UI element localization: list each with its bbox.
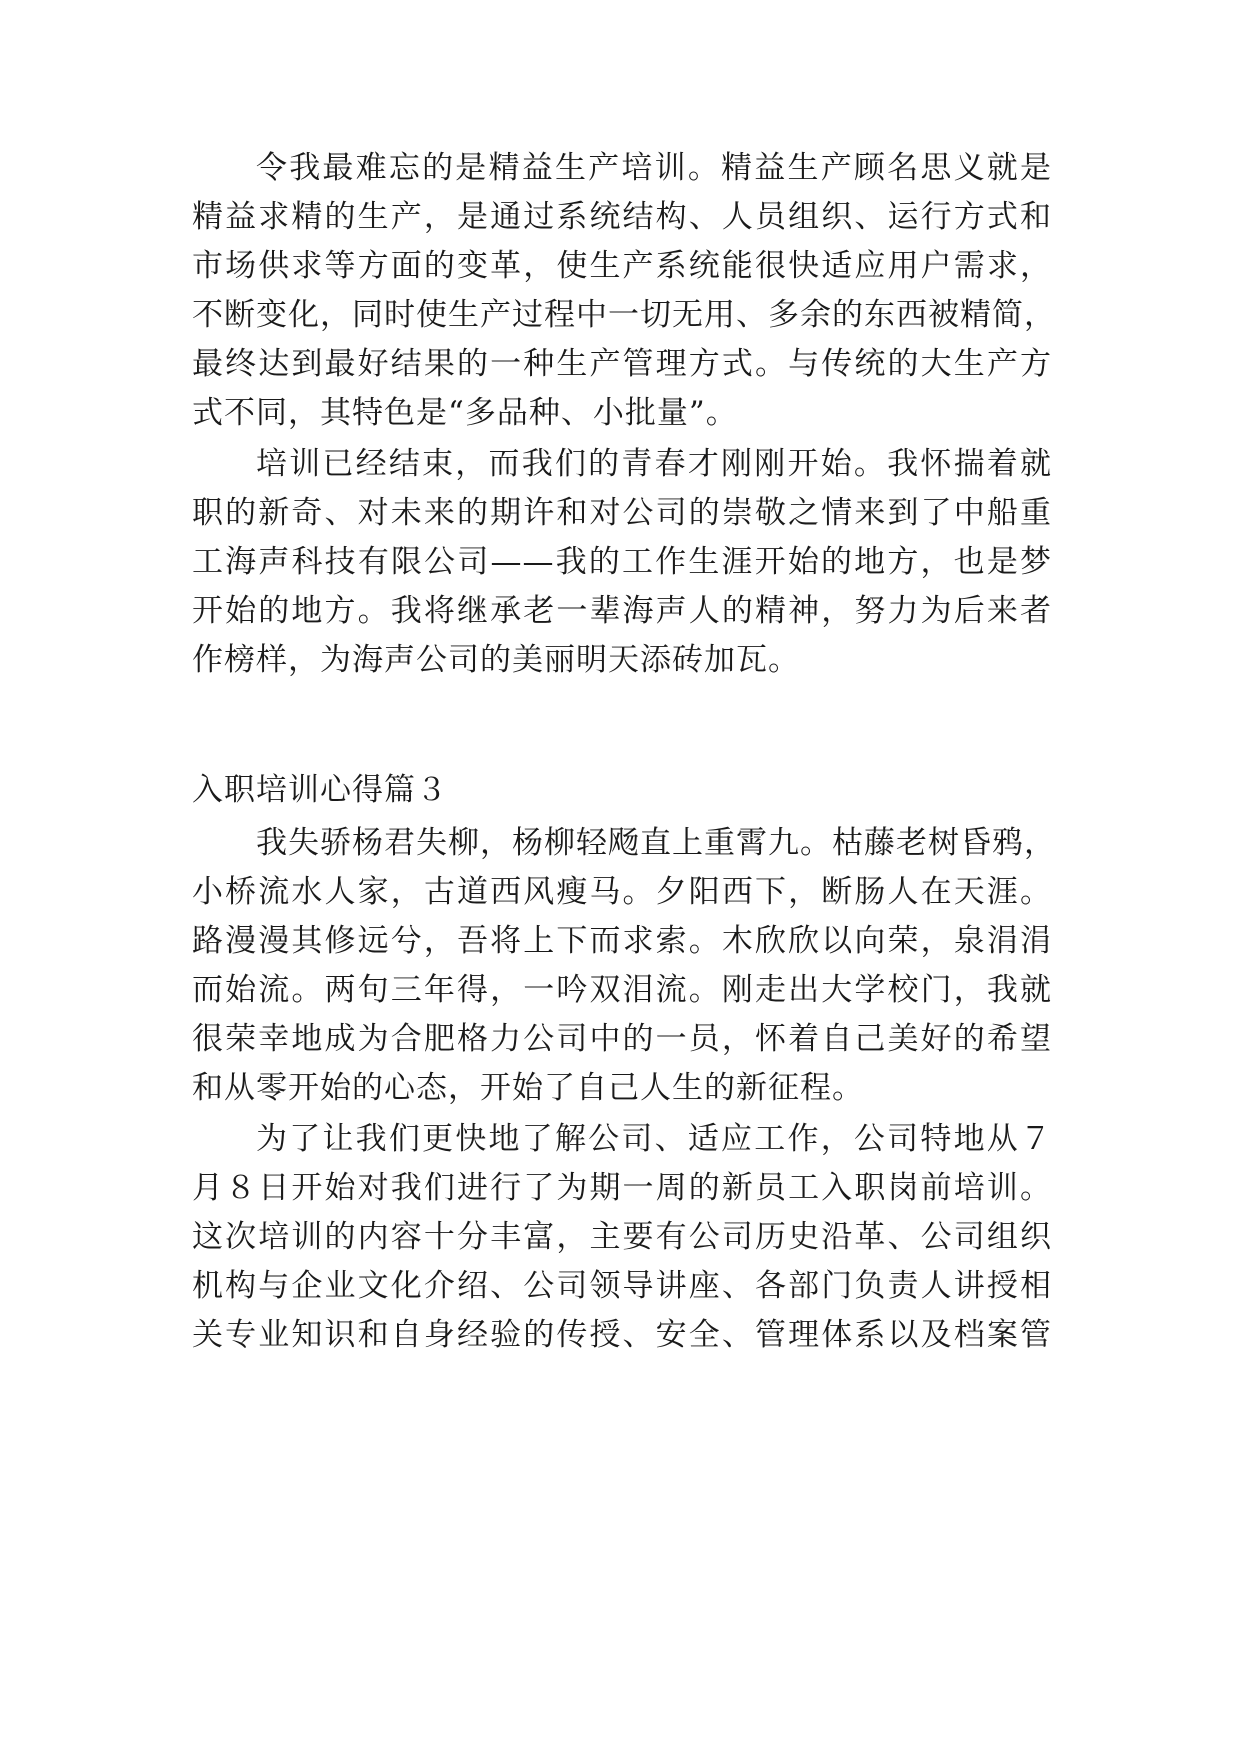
paragraph-1-line-3: 市场供求等方面的变革，使生产系统能很快适应用户需求， [192,248,1052,284]
paragraph-1-line-6: 式不同，其特色是“多品种、小批量”。 [192,395,738,431]
paragraph-4-line-4: 机构与企业文化介绍、公司领导讲座、各部门负责人讲授相 [192,1268,1052,1304]
paragraph-4-line-3: 这次培训的内容十分丰富，主要有公司历史沿革、公司组织 [192,1219,1052,1255]
paragraph-4-line-1: 为了让我们更快地了解公司、适应工作，公司特地从７ [256,1121,1052,1157]
paragraph-1-line-5: 最终达到最好结果的一种生产管理方式。与传统的大生产方 [192,346,1052,382]
paragraph-2-line-5: 作榜样，为海声公司的美丽明天添砖加瓦。 [192,642,800,678]
paragraph-2-line-3: 工海声科技有限公司——我的工作生涯开始的地方，也是梦 [192,544,1052,580]
paragraph-3-line-4: 而始流。两句三年得，一吟双泪流。刚走出大学校门，我就 [192,972,1052,1008]
paragraph-3-line-3: 路漫漫其修远兮，吾将上下而求索。木欣欣以向荣，泉涓涓 [192,923,1052,959]
section-heading: 入职培训心得篇３ [192,772,448,808]
paragraph-4-line-2: 月８日开始对我们进行了为期一周的新员工入职岗前培训。 [192,1170,1052,1206]
paragraph-4-line-5: 关专业知识和自身经验的传授、安全、管理体系以及档案管 [192,1317,1052,1353]
paragraph-3-line-2: 小桥流水人家，古道西风瘦马。夕阳西下，断肠人在天涯。 [192,874,1052,910]
paragraph-3-line-1: 我失骄杨君失柳，杨柳轻飏直上重霄九。枯藤老树昏鸦， [256,825,1056,861]
paragraph-3-line-6: 和从零开始的心态，开始了自己人生的新征程。 [192,1070,864,1106]
paragraph-2-line-1: 培训已经结束，而我们的青春才刚刚开始。我怀揣着就 [256,446,1052,482]
paragraph-1-line-2: 精益求精的生产，是通过系统结构、人员组织、运行方式和 [192,199,1052,235]
paragraph-3-line-5: 很荣幸地成为合肥格力公司中的一员，怀着自己美好的希望 [192,1021,1052,1057]
paragraph-2-line-4: 开始的地方。我将继承老一辈海声人的精神，努力为后来者 [192,593,1052,629]
paragraph-1-line-4: 不断变化，同时使生产过程中一切无用、多余的东西被精简， [192,297,1056,333]
paragraph-1-line-1: 令我最难忘的是精益生产培训。精益生产顾名思义就是 [256,150,1052,186]
paragraph-2-line-2: 职的新奇、对未来的期许和对公司的崇敬之情来到了中船重 [192,495,1052,531]
